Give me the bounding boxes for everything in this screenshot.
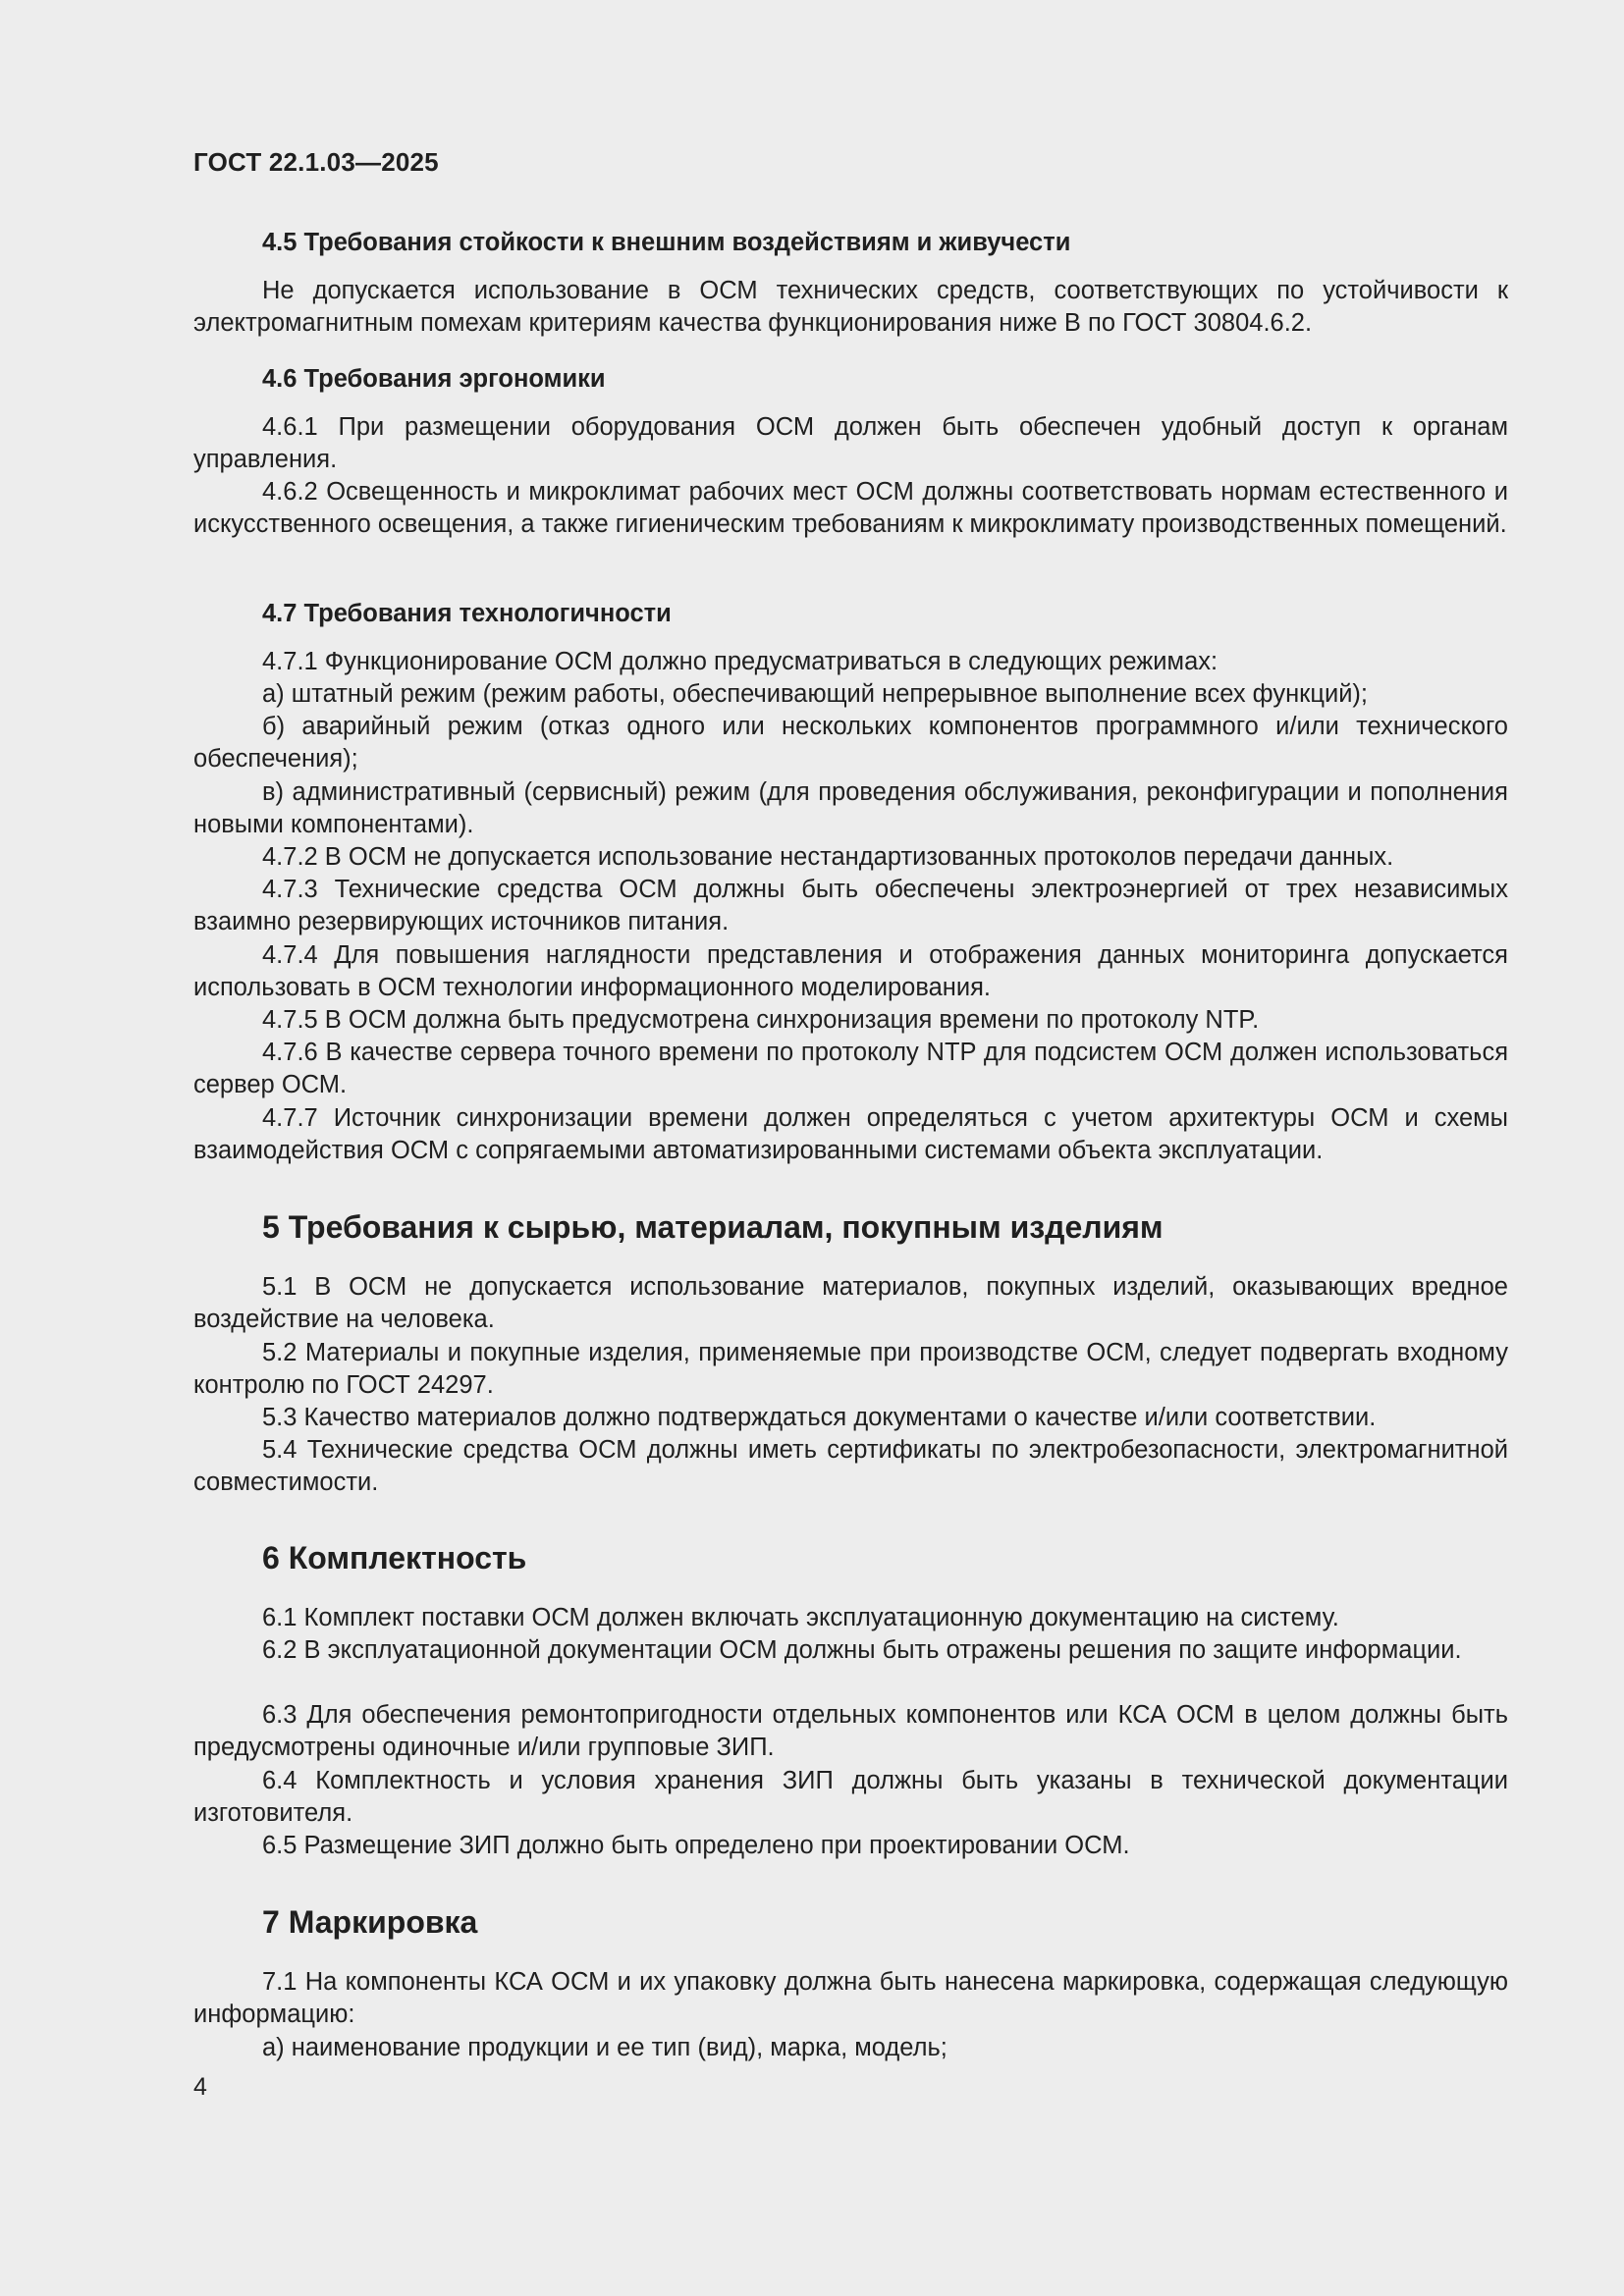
paragraph: 5.4 Технические средства ОСМ должны иметь сертификаты по электробезопасности, электромагнитной совместимости. — [193, 1436, 1508, 1497]
page-number: 4 — [193, 2073, 207, 2101]
paragraph: 5.2 Материалы и покупные изделия, применяемые при производстве ОСМ, следует подвергать входному контролю по ГОСТ 24297. — [193, 1339, 1508, 1400]
paragraph: 5.3 Качество материалов должно подтверждаться документами о качестве и/или соответствии. — [262, 1404, 1377, 1431]
paragraph: 4.6.2 Освещенность и микроклимат рабочих мест ОСМ должны соответствовать нормам естественного и искусственного освещения, а также гигиеническим требованиям к микроклимату производственных помещений. — [193, 478, 1508, 539]
section-heading: 6 Комплектность — [262, 1540, 527, 1575]
list-item: в) административный (сервисный) режим (для проведения обслуживания, реконфигурации и пополнения новыми компонентами). — [193, 778, 1508, 839]
list-item: а) наименование продукции и ее тип (вид), марка, модель; — [262, 2034, 947, 2061]
paragraph: 4.7.1 Функционирование ОСМ должно предусматриваться в следующих режимах: — [262, 648, 1218, 675]
subsection-heading: 4.5 Требования стойкости к внешним воздействиям и живучести — [262, 229, 1071, 256]
list-item: а) штатный режим (режим работы, обеспечивающий непрерывное выполнение всех функций); — [262, 680, 1369, 708]
paragraph: 7.1 На компоненты КСА ОСМ и их упаковку должна быть нанесена маркировка, содержащая следующую информацию: — [193, 1968, 1508, 2029]
section-heading: 7 Маркировка — [262, 1904, 478, 1940]
paragraph: 4.6.1 При размещении оборудования ОСМ должен быть обеспечен удобный доступ к органам управления. — [193, 413, 1508, 474]
subsection-heading: 4.7 Требования технологичности — [262, 600, 672, 627]
subsection-heading: 4.6 Требования эргономики — [262, 365, 606, 393]
paragraph: 6.4 Комплектность и условия хранения ЗИП должны быть указаны в технической документации изготовителя. — [193, 1767, 1508, 1828]
paragraph: 6.1 Комплект поставки ОСМ должен включать эксплуатационную документацию на систему. — [262, 1604, 1339, 1631]
paragraph: 4.7.6 В качестве сервера точного времени по протоколу NTP для подсистем ОСМ должен использоваться сервер ОСМ. — [193, 1039, 1508, 1099]
paragraph: 4.7.3 Технические средства ОСМ должны быть обеспечены электроэнергией от трех независимых взаимно резервирующих источников питания. — [193, 876, 1508, 936]
document-header: ГОСТ 22.1.03—2025 — [193, 147, 439, 177]
list-item: б) аварийный режим (отказ одного или нескольких компонентов программного и/или технического обеспечения); — [193, 713, 1508, 774]
paragraph: Не допускается использование в ОСМ технических средств, соответствующих по устойчивости к электромагнитным помехам критериям качества функционирования ниже В по ГОСТ 30804.6.2. — [193, 277, 1508, 338]
paragraph: 4.7.4 Для повышения наглядности представления и отображения данных мониторинга допускается использовать в ОСМ технологии информационного моделирования. — [193, 941, 1508, 1002]
paragraph: 5.1 В ОСМ не допускается использование материалов, покупных изделий, оказывающих вредное воздействие на человека. — [193, 1273, 1508, 1334]
paragraph: 6.5 Размещение ЗИП должно быть определено при проектировании ОСМ. — [262, 1832, 1130, 1859]
paragraph: 4.7.7 Источник синхронизации времени должен определяться с учетом архитектуры ОСМ и схемы взаимодействия ОСМ с сопрягаемыми автоматизированными системами объекта эксплуатации. — [193, 1104, 1508, 1165]
paragraph: 6.3 Для обеспечения ремонтопригодности отдельных компонентов или КСА ОСМ в целом должны быть предусмотрены одиночные и/или групповые ЗИП. — [193, 1701, 1508, 1762]
paragraph: 4.7.5 В ОСМ должна быть предусмотрена синхронизация времени по протоколу NTP. — [262, 1006, 1260, 1034]
section-heading: 5 Требования к сырью, материалам, покупным изделиям — [262, 1209, 1164, 1245]
paragraph: 4.7.2 В ОСМ не допускается использование нестандартизованных протоколов передачи данных. — [262, 843, 1394, 871]
paragraph: 6.2 В эксплуатационной документации ОСМ должны быть отражены решения по защите информации. — [262, 1636, 1462, 1664]
